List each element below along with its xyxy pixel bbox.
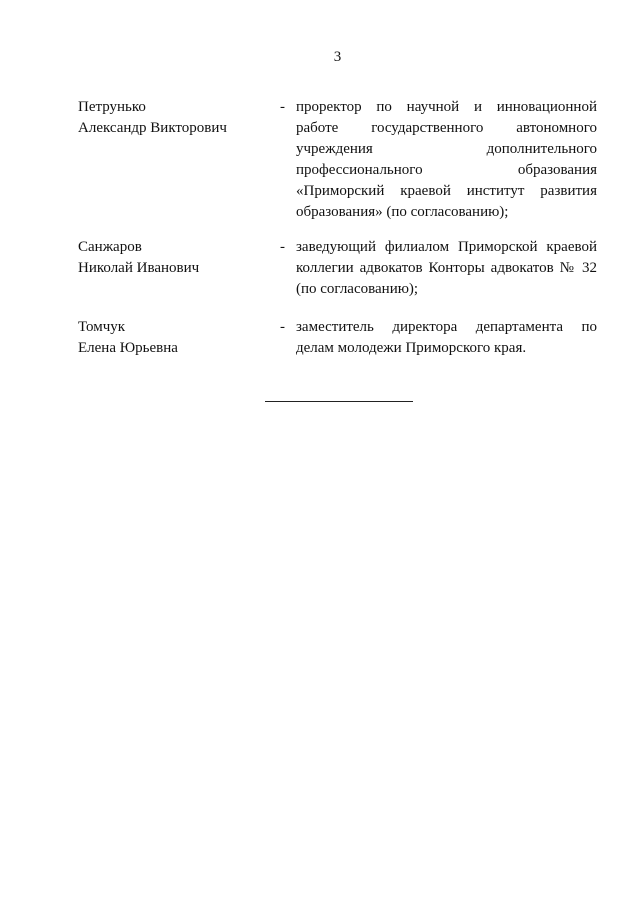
dash-separator: - <box>280 99 285 115</box>
member-name <box>78 317 268 359</box>
position-line: делам молодежи Приморского края. <box>296 340 527 356</box>
position-line: «Приморский краевой институт развития <box>296 183 597 199</box>
position-line: работе государственного автономного <box>296 120 597 136</box>
dash-separator: - <box>280 319 285 335</box>
member-given-names: Николай Иванович <box>78 260 200 276</box>
position-line: заведующий филиалом Приморской краевой <box>296 239 597 255</box>
position-line: образования» (по согласованию); <box>296 204 509 220</box>
position-line: профессионального образования <box>296 162 597 178</box>
closing-rule <box>265 401 413 402</box>
position-line: заместитель директора департамента по <box>296 319 597 335</box>
position-line: проректор по научной и инновационной <box>296 99 597 115</box>
member-position <box>296 97 597 223</box>
member-surname: Санжаров <box>78 239 142 255</box>
member-given-names: Елена Юрьевна <box>78 340 178 356</box>
member-name <box>78 97 268 139</box>
page-number: 3 <box>333 49 342 65</box>
member-position <box>296 237 597 300</box>
position-line: коллегии адвокатов Конторы адвокатов № 32 <box>296 260 597 276</box>
dash-separator: - <box>280 239 285 255</box>
member-name <box>78 237 268 279</box>
position-line: учреждения дополнительного <box>296 141 597 157</box>
member-surname: Петрунько <box>78 99 146 115</box>
member-given-names: Александр Викторович <box>78 120 227 136</box>
position-line: (по согласованию); <box>296 281 419 297</box>
member-position <box>296 317 597 359</box>
member-surname: Томчук <box>78 319 126 335</box>
